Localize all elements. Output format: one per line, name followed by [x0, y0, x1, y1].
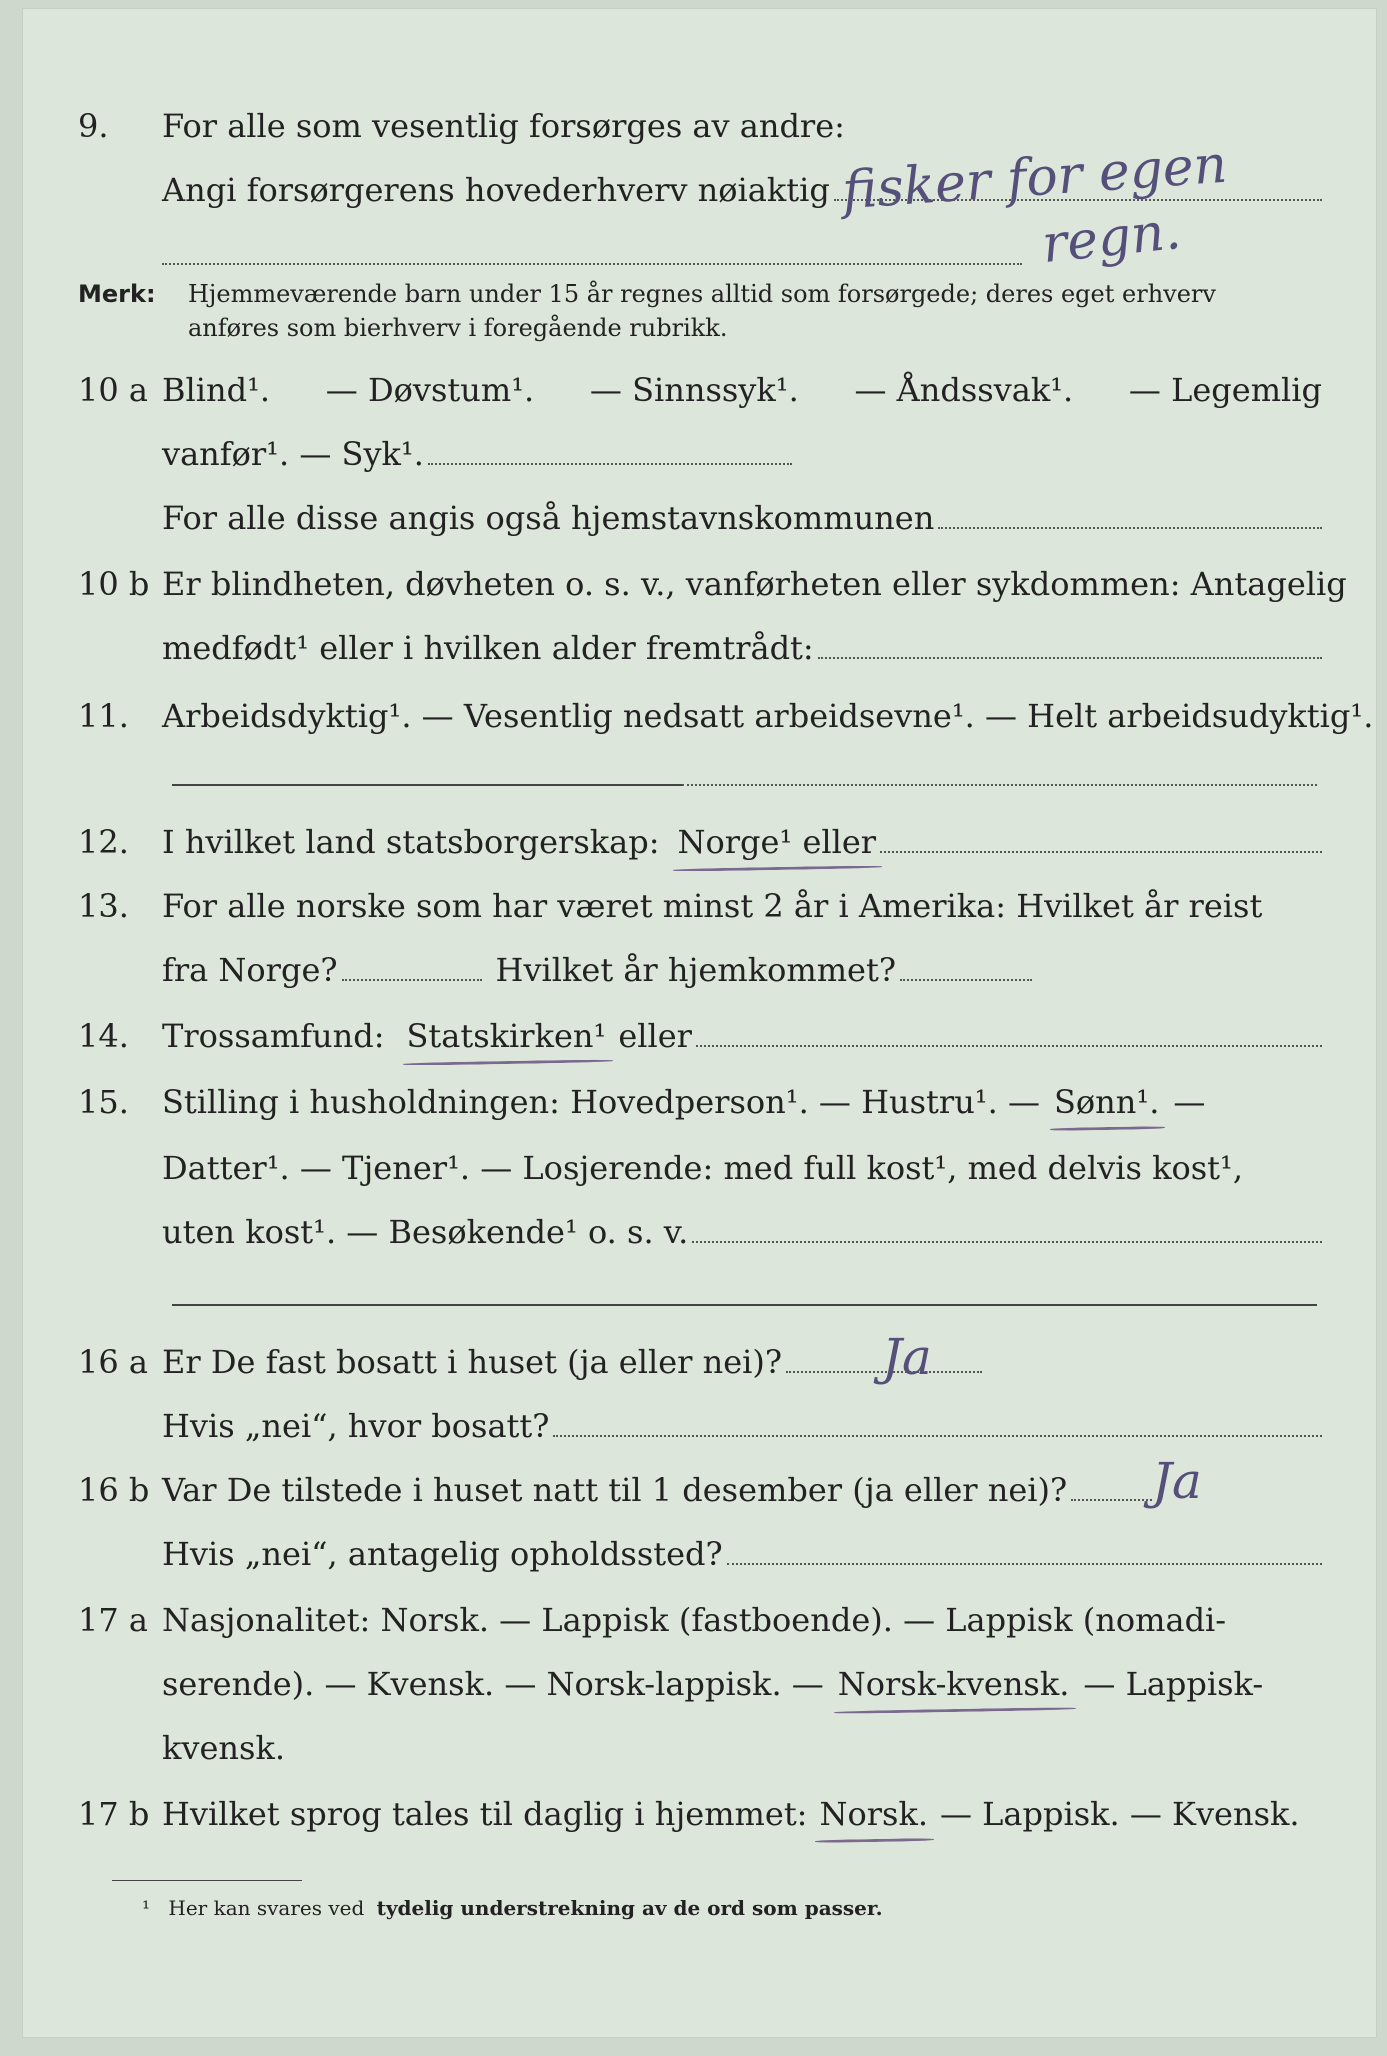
q16a-line2: [22, 1406, 1322, 1446]
q10b-answer-field[interactable]: [818, 631, 1322, 659]
merk-text-2: anføres som bierhverv i foregående rubrikk.: [188, 314, 728, 342]
q14-number: 14.: [78, 1017, 129, 1055]
q10a-hjemstavn-question: For alle disse angis også hjemstavnskommunen: [162, 499, 935, 537]
q16b-line2: [22, 1534, 1322, 1574]
q16a-number: 16 a: [78, 1343, 148, 1381]
q9-number: 9.: [78, 107, 109, 145]
q17a-line2: [22, 1664, 1322, 1704]
q17b-question: Hvilket sprog tales til daglig i hjemmet:: [162, 1795, 808, 1833]
footnote-rule: [112, 1880, 302, 1881]
q17a-options-3: — Lappisk-: [1083, 1665, 1264, 1703]
q15-underlined-sonn: Sønn¹.: [1053, 1083, 1160, 1121]
q10b-line1: [22, 564, 1347, 604]
q14-underlined-answer: Statskirken¹: [406, 1017, 607, 1055]
q16b-answer-field[interactable]: [1071, 1473, 1152, 1501]
q13-number: 13.: [78, 887, 129, 925]
q12-line1: [22, 822, 1322, 862]
q17b-number: 17 b: [78, 1795, 150, 1833]
q17a-options-2: serende). — Kvensk. — Norsk-lappisk. —: [162, 1665, 824, 1703]
q17a-number: 17 a: [78, 1601, 148, 1639]
q13-line1: [22, 886, 1322, 926]
q10b-question-2: medfødt¹ eller i hvilken alder fremtrådt:: [162, 629, 814, 667]
q17a-options-4: kvensk.: [162, 1729, 285, 1767]
q17b-options: — Lappisk. — Kvensk.: [940, 1795, 1300, 1833]
q17a-underlined-answer: Norsk-kvensk.: [837, 1665, 1070, 1703]
q13-question-reist: fra Norge?: [162, 951, 338, 989]
q15-answer-field[interactable]: [692, 1215, 1322, 1243]
q11-options: Arbeidsdyktig¹. — Vesentlig nedsatt arbeidsevne¹. — Helt arbeidsudyktig¹.: [162, 697, 1374, 735]
q10a-line3: [22, 498, 1322, 538]
q9-handwritten-answer-2: regn.: [1039, 200, 1184, 276]
q16b-question-opholdssted: Hvis „nei“, antagelig opholdssted?: [162, 1535, 723, 1573]
q9-handwritten-answer-1: fisker for egen: [840, 134, 1229, 222]
q11-line1: [22, 696, 1374, 736]
q9-answer-line-2[interactable]: [162, 263, 1022, 265]
q16a-question: Er De fast bosatt i huset (ja eller nei)?: [162, 1343, 783, 1381]
q10a-option-blind: Blind¹.: [162, 371, 271, 409]
q14-question: Trossamfund:: [162, 1017, 385, 1055]
q15-line2: [22, 1148, 1322, 1188]
q16a-bosatt-field[interactable]: [553, 1409, 1322, 1437]
merk-line2: [22, 312, 1322, 344]
q15-options-2: Datter¹. — Tjener¹. — Losjerende: med full kost¹, med delvis kost¹,: [162, 1149, 1244, 1187]
q13-line2: [22, 950, 1322, 990]
q10a-option-andssvak: — Åndssvak¹.: [854, 371, 1074, 409]
q15-answer-line[interactable]: [172, 1304, 1317, 1306]
q10a-hjemstavn-field[interactable]: [938, 501, 1322, 529]
q15-options-1: Stilling i husholdningen: Hovedperson¹. — Hustru¹. —: [162, 1083, 1040, 1121]
q10a-option-legemlig: — Legemlig: [1128, 371, 1322, 409]
merk-line1: [22, 278, 1322, 310]
merk-text-1: Hjemmeværende barn under 15 år regnes alltid som forsørgede; deres eget erhverv: [188, 280, 1216, 308]
q13-reist-field[interactable]: [342, 953, 482, 981]
q9-line1: [22, 106, 1322, 146]
q17a-line1: [22, 1600, 1322, 1640]
q16a-line1: [22, 1342, 1322, 1382]
q9-question-1: For alle som vesentlig forsørges av andre:: [162, 107, 845, 145]
q10a-number: 10 a: [78, 371, 148, 409]
q16a-handwritten-answer: Ja: [882, 1328, 932, 1386]
q12-number: 12.: [78, 823, 129, 861]
q14-answer-field[interactable]: [696, 1019, 1322, 1047]
footnote-mark: ¹: [142, 1896, 151, 1920]
q17b-line1: [22, 1794, 1322, 1834]
footnote-text-bold: tydelig understrekning av de ord som passer.: [376, 1896, 883, 1920]
q10b-line2: [22, 628, 1322, 668]
q9-question-2: Angi forsørgerens hovederhverv nøiaktig: [162, 171, 830, 209]
q13-question-hjemkommet: Hvilket år hjemkommet?: [495, 951, 896, 989]
q14-eller: eller: [618, 1017, 692, 1055]
q16b-line1: [22, 1470, 1322, 1510]
merk-label: Merk:: [78, 280, 156, 308]
q12-question: I hvilket land statsborgerskap:: [162, 823, 660, 861]
q15-options-3: uten kost¹. — Besøkende¹ o. s. v.: [162, 1213, 689, 1251]
footnote-text: Her kan svares ved: [168, 1896, 365, 1920]
q16b-question: Var De tilstede i huset natt til 1 desember (ja eller nei)?: [162, 1471, 1068, 1509]
q17a-line3: [22, 1728, 1322, 1768]
census-form-page: [22, 8, 1377, 2038]
q15-dash: —: [1173, 1083, 1206, 1121]
q10a-option-vanfor-syk: vanfør¹. — Syk¹.: [162, 435, 424, 473]
q14-line1: [22, 1016, 1322, 1056]
q12-answer-field[interactable]: [880, 825, 1322, 853]
q13-hjemkommet-field[interactable]: [900, 953, 1032, 981]
q16b-opholdssted-field[interactable]: [727, 1537, 1322, 1565]
q10a-line1: [22, 370, 1322, 410]
q10a-answer-field[interactable]: [428, 437, 792, 465]
q15-line3: [22, 1212, 1322, 1252]
q10b-question-1: Er blindheten, døvheten o. s. v., vanførheten eller sykdommen: Antagelig: [162, 565, 1347, 603]
q11-number: 11.: [78, 697, 129, 735]
q10a-option-dovstum: — Døvstum¹.: [325, 371, 535, 409]
q12-underlined-answer: Norge¹ eller: [677, 823, 877, 861]
q10b-number: 10 b: [78, 565, 150, 603]
q11-answer-line[interactable]: [172, 784, 682, 786]
q16b-number: 16 b: [78, 1471, 150, 1509]
q13-question-1: For alle norske som har været minst 2 år i Amerika: Hvilket år reist: [162, 887, 1263, 925]
q11-answer-line-dotted[interactable]: [682, 784, 1317, 786]
q10a-option-sinnssyk: — Sinnssyk¹.: [589, 371, 799, 409]
q16b-handwritten-answer: Ja: [1152, 1452, 1202, 1510]
q17b-underlined-answer: Norsk.: [819, 1795, 928, 1833]
q16a-question-bosatt: Hvis „nei“, hvor bosatt?: [162, 1407, 550, 1445]
footnote: [142, 1894, 883, 1922]
q15-line1: [22, 1082, 1322, 1122]
q10a-line2: [22, 434, 1322, 474]
q15-number: 15.: [78, 1083, 129, 1121]
q17a-options-1: Nasjonalitet: Norsk. — Lappisk (fastboende). — Lappisk (nomadi-: [162, 1601, 1227, 1639]
